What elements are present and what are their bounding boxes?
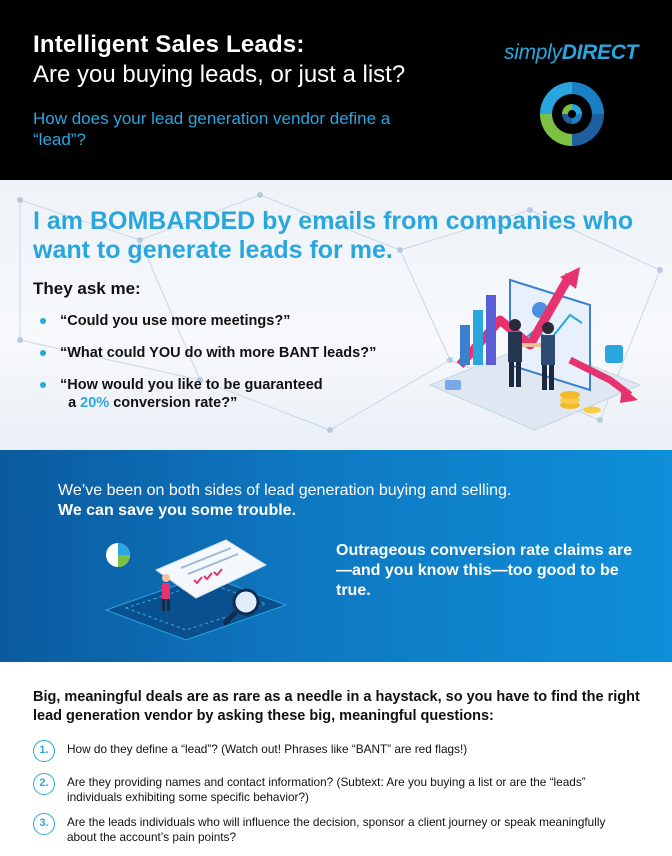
document-magnifier-icon: [96, 530, 296, 645]
banner-line-1: We’ve been on both sides of lead generation buying and selling.: [58, 482, 512, 499]
bullet-dot-icon: [40, 318, 46, 324]
business-handshake-icon: [420, 265, 650, 440]
target-logo-icon: [536, 78, 608, 150]
question-text: How do they define a “lead”? (Watch out! Phrases like “BANT” are red flags!): [67, 742, 468, 756]
page-subtitle: Are you buying leads, or just a list?: [33, 61, 406, 88]
number-badge: 3.: [33, 813, 55, 835]
conversion-highlight: 20%: [80, 395, 110, 411]
bullet-dot-icon: [40, 382, 46, 388]
intro-headline: I am BOMBARDED by emails from companies who want to generate leads for me.: [33, 207, 634, 264]
bullet-dot-icon: [40, 350, 46, 356]
header-banner: [0, 0, 672, 180]
banner-claim: Outrageous conversion rate claims are—and you know this—too good to be true.: [336, 542, 633, 599]
questions-intro: Big, meaningful deals are as rare as a needle in a haystack, so you have to find the right lead generation vendor by asking these big, meaningful questions:: [33, 689, 640, 724]
list-item: “Could you use more meetings?”: [40, 312, 376, 330]
number-badge: 2.: [33, 773, 55, 795]
question-text: Are the leads individuals who will influence the decision, sponsor a client journey or speak meaningfully about the account’s pain points?: [67, 815, 606, 844]
experience-banner: [0, 450, 672, 662]
logo-wordmark: simplyDIRECT: [504, 41, 639, 64]
page-title: Intelligent Sales Leads:: [33, 31, 305, 58]
number-badge: 1.: [33, 740, 55, 762]
banner-line-2: We can save you some trouble.: [58, 502, 297, 519]
questions-section: [0, 662, 672, 856]
list-item: “What could YOU do with more BANT leads?”: [40, 344, 376, 362]
list-item: “How would you like to be guaranteed a 20% conversion rate?”: [40, 376, 376, 412]
intro-section: [0, 180, 672, 450]
question-text: Are they providing names and contact information? (Subtext: Are you buying a list or are the “leads” individuals exhibiting some specific behavior?): [67, 775, 586, 804]
bullet-list: [40, 312, 376, 426]
header-question: How does your lead generation vendor define a “lead”?: [33, 109, 391, 149]
ask-label: They ask me:: [33, 279, 141, 298]
